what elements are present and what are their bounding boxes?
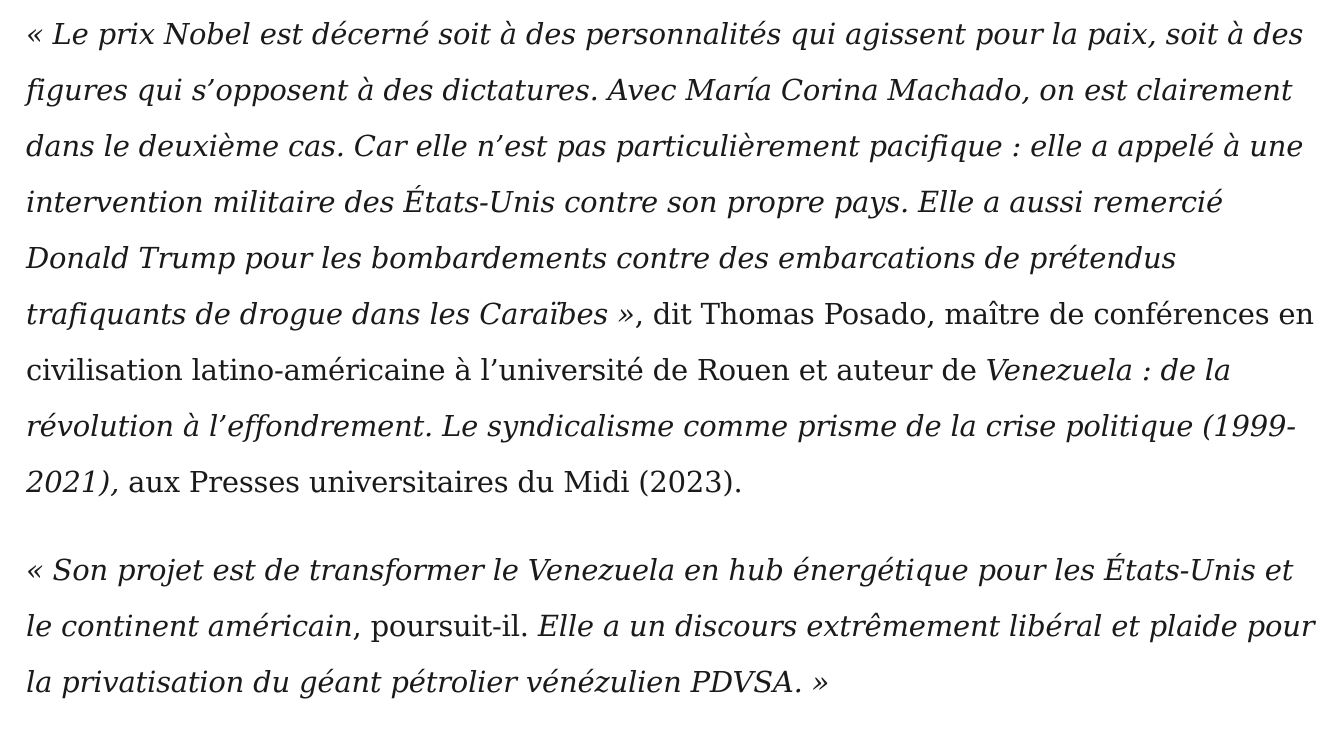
book-title: Venezuela : de la révolution à l’effondrement. Le syndicalisme comme prisme de la crise politique (1999-2021), [26,353,1296,499]
quote-text: « Son projet est de transformer le Venezuela en hub énergétique pour les États-Unis et le continent américain [26,553,1294,643]
quote-paragraph-1 [26,6,1326,510]
publisher-text: aux Presses universitaires du Midi (2023). [119,465,743,499]
attribution-text: , poursuit-il. [352,609,538,643]
quote-paragraph-2 [26,542,1326,710]
quote-text: Elle a un discours extrêmement libéral et plaide pour la privatisation du géant pétrolier vénézulien PDVSA. » [26,609,1315,699]
quote-text: « Le prix Nobel est décerné soit à des personnalités qui agissent pour la paix, soit à des figures qui s’opposent à des dictatures. Avec María Corina Machado, on est clairement dans le deuxième cas. Car elle n’est pas particulièrement pacifique : elle a appelé à une intervention militaire des États-Unis contre son propre pays. Elle a aussi remercié Donald Trump pour les bombardements contre des embarcations de prétendus trafiquants de drogue dans les Caraïbes » [26,17,1304,331]
article-body [26,6,1326,710]
attribution-text: , dit Thomas Posado, maître de conférences en civilisation latino-américaine à l’université de Rouen et auteur de [26,297,1314,387]
